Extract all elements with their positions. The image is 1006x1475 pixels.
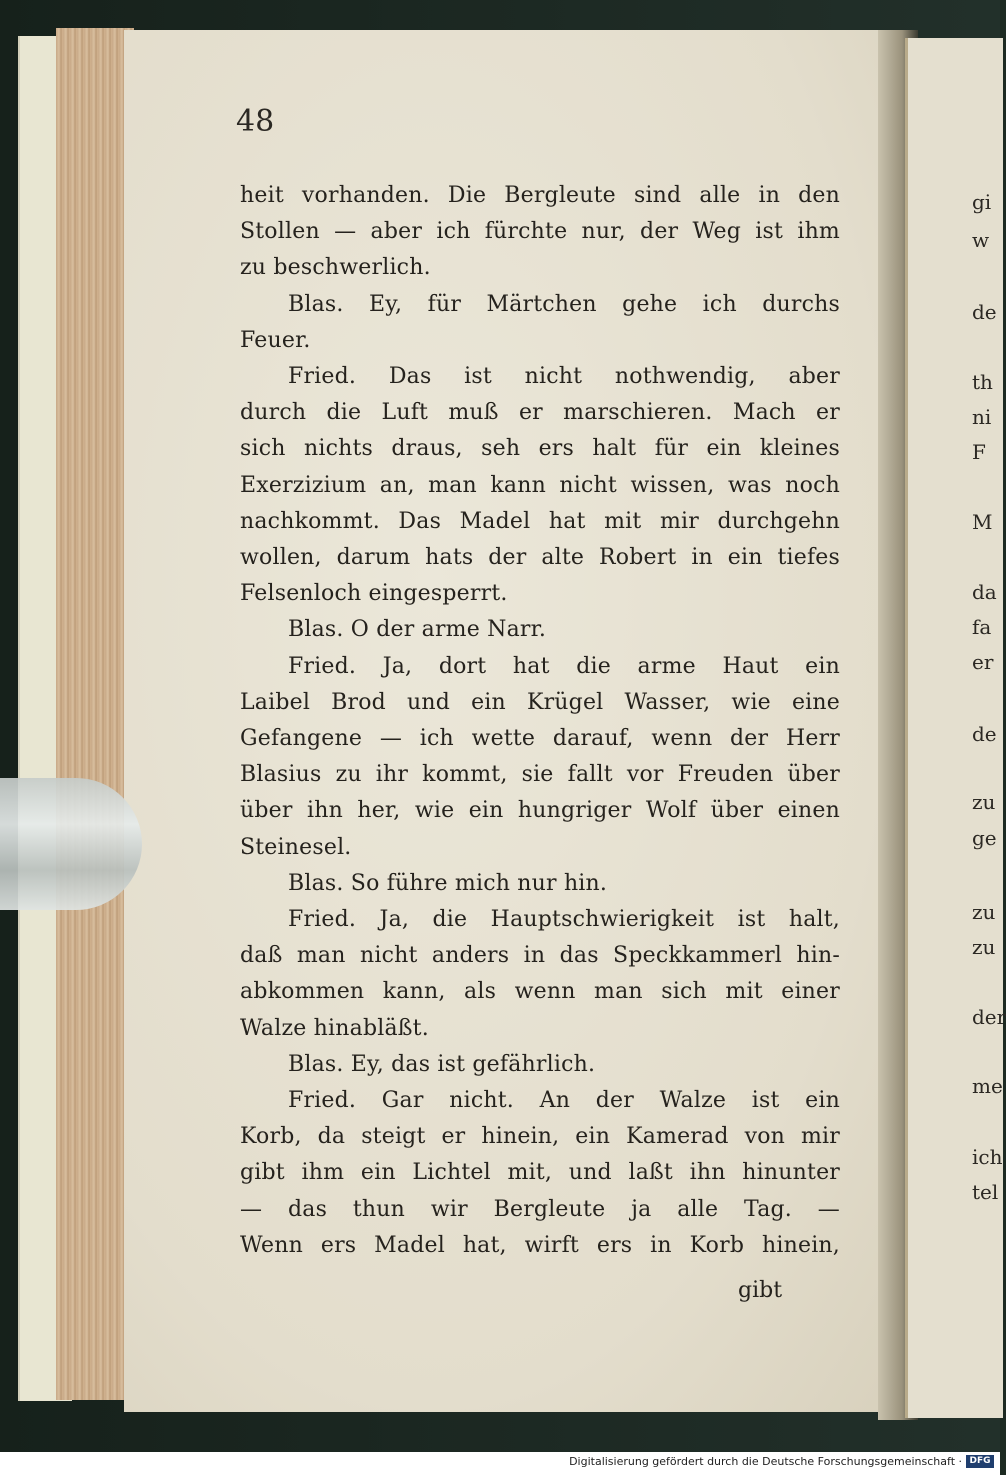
text-line: Exerzizium an, man kann nicht wissen, was noch <box>240 472 840 498</box>
text-line: Walze hinabläßt. <box>240 1015 429 1041</box>
text-line: Blasius zu ihr kommt, sie fallt vor Freuden über <box>240 762 840 788</box>
fragment: ni <box>972 405 992 429</box>
fragment: da <box>972 580 997 604</box>
fragment: ich <box>972 1145 1003 1169</box>
speech-line: Fried. Gar nicht. An der Walze ist ein <box>288 1088 840 1114</box>
digitization-credit: Digitalisierung gefördert durch die Deutsche Forschungsgemeinschaft · <box>569 1455 962 1468</box>
text-line: wollen, darum hats der alte Robert in ein tiefes <box>240 545 840 571</box>
page-holder-clip <box>0 778 142 910</box>
text-line: Feuer. <box>240 327 311 353</box>
fragment: de <box>972 300 997 324</box>
fragment: zu <box>972 900 996 924</box>
text-line: daß man nicht anders in das Speckkammerl hin- <box>240 943 840 969</box>
text-line: Steinesel. <box>240 834 352 860</box>
fragment: der <box>972 1005 1006 1029</box>
speech-line: Blas. Ey, für Märtchen gehe ich durchs <box>288 291 840 317</box>
text-line: heit vorhanden. Die Bergleute sind alle in den <box>240 183 840 208</box>
fragment: zu <box>972 935 996 959</box>
catchword: gibt <box>738 1278 783 1303</box>
speech-line: Fried. Ja, die Hauptschwierigkeit ist halt, <box>288 907 840 933</box>
text-line: Laibel Brod und ein Krügel Wasser, wie eine <box>240 689 840 715</box>
text-line: sich nichts draus, seh ers halt für ein kleines <box>240 436 840 462</box>
page-text <box>240 178 840 1264</box>
fragment: er <box>972 650 994 674</box>
text-line: Korb, da steigt er hinein, ein Kamerad von mir <box>240 1124 840 1150</box>
dfg-logo: DFG <box>966 1455 994 1468</box>
text-line: zu beschwerlich. <box>240 255 431 281</box>
text-line: über ihn her, wie ein hungriger Wolf über einen <box>240 798 840 824</box>
fragment: de <box>972 722 997 746</box>
fragment: th <box>972 370 993 394</box>
book-fore-edge <box>56 28 134 1400</box>
fragment: zu <box>972 790 996 814</box>
fragment: ge <box>972 826 997 850</box>
fragment: gi <box>972 190 992 214</box>
text-line: Wenn ers Madel hat, wirft ers in Korb hinein, <box>240 1232 840 1258</box>
speech-line: Blas. Ey, das ist gefährlich. <box>288 1051 596 1077</box>
page-number: 48 <box>236 104 275 139</box>
text-line: gibt ihm ein Lichtel mit, und laßt ihn hinunter <box>240 1160 840 1186</box>
text-line: Stollen — aber ich fürchte nur, der Weg ist ihm <box>240 219 840 245</box>
fragment: w <box>972 228 990 252</box>
text-line: durch die Luft muß er marschieren. Mach er <box>240 400 840 426</box>
speech-line: Blas. O der arme Narr. <box>288 617 547 643</box>
text-line: Gefangene — ich wette darauf, wenn der Herr <box>240 726 840 752</box>
speech-line: Fried. Ja, dort hat die arme Haut ein <box>288 653 840 679</box>
fragment: M <box>972 510 993 534</box>
fragment: F <box>972 440 986 464</box>
fragment: tel <box>972 1180 999 1204</box>
text-line: nachkommt. Das Madel hat mit mir durchgehn <box>240 508 840 534</box>
speech-line: Blas. So führe mich nur hin. <box>288 870 608 896</box>
speech-line: Fried. Das ist nicht nothwendig, aber <box>288 364 840 390</box>
text-line: — das thun wir Bergleute ja alle Tag. — <box>240 1196 840 1222</box>
text-line: abkommen kann, als wenn man sich mit einer <box>240 979 840 1005</box>
text-line: Felsenloch eingesperrt. <box>240 581 508 607</box>
fragment: me <box>972 1074 1003 1098</box>
fragment: fa <box>972 615 992 639</box>
